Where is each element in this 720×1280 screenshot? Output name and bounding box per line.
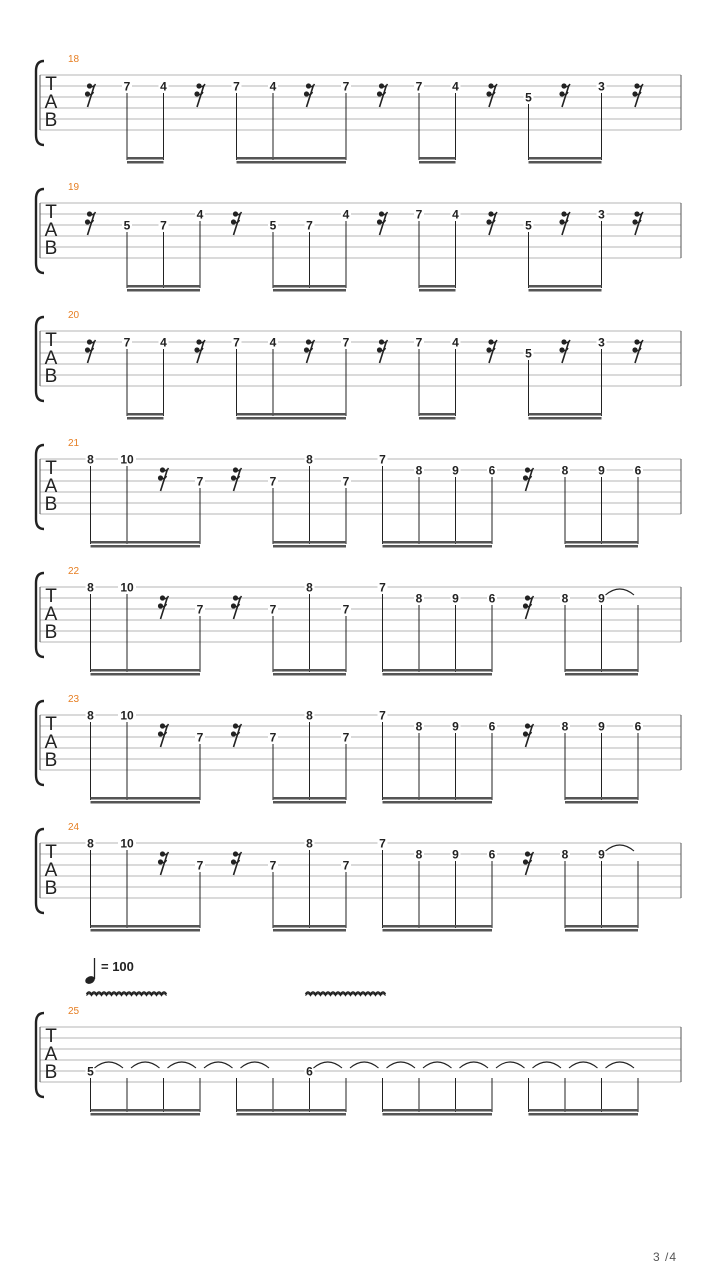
tab-clef-letter: T [45, 842, 57, 863]
beam [529, 285, 602, 288]
beam [529, 157, 602, 160]
fret-number: 9 [598, 847, 605, 862]
sixteenth-rest [304, 339, 315, 363]
tab-system [36, 694, 681, 804]
fret-number: 5 [87, 1064, 94, 1079]
measure-number: 25 [68, 1006, 80, 1017]
tab-clef-letter: T [45, 1026, 57, 1047]
tab-clef-letter: T [45, 458, 57, 479]
tie-arc [606, 845, 635, 851]
fret-number: 4 [452, 207, 459, 222]
beam [273, 801, 346, 804]
beam [383, 801, 493, 804]
sixteenth-rest [158, 851, 169, 875]
tab-clef-letter: T [45, 714, 57, 735]
tie-arc [606, 589, 635, 595]
fret-number: 7 [415, 207, 423, 222]
beam [127, 285, 200, 288]
sixteenth-rest [559, 339, 570, 363]
fret-number: 6 [488, 591, 496, 606]
sixteenth-rest [231, 595, 242, 619]
fret-number: 9 [598, 591, 605, 606]
beam [383, 929, 493, 932]
sixteenth-rest [194, 83, 205, 107]
beam [565, 925, 638, 928]
sixteenth-rest [377, 83, 388, 107]
fret-number: 4 [452, 79, 459, 94]
fret-number: 7 [269, 730, 277, 745]
tempo-text: = 100 [101, 959, 134, 974]
fret-number: 7 [160, 218, 167, 233]
tab-clef-letter: A [44, 860, 58, 881]
tab-clef-letter: B [44, 878, 58, 899]
beam [273, 545, 346, 548]
tab-clef-letter: B [44, 1062, 58, 1083]
beam [383, 669, 493, 672]
sixteenth-rest [377, 339, 388, 363]
fret-number: 7 [196, 474, 204, 489]
tab-clef-letter: T [45, 330, 57, 351]
beam [383, 673, 493, 676]
fret-number: 7 [269, 474, 277, 489]
sixteenth-rest [85, 211, 96, 235]
fret-number: 9 [452, 719, 459, 734]
tie-arc [241, 1062, 270, 1068]
tab-clef-letter: A [44, 604, 58, 625]
page-number: 3 /4 [652, 1250, 677, 1264]
fret-number: 6 [488, 463, 496, 478]
tab-clef-letter: A [44, 92, 58, 113]
beam [565, 673, 638, 676]
fret-number: 4 [342, 207, 350, 222]
beam [237, 157, 347, 160]
fret-number: 7 [379, 452, 386, 467]
beam [529, 417, 602, 420]
beam [91, 673, 201, 676]
sixteenth-rest [632, 211, 643, 235]
tab-system [36, 958, 681, 1116]
beam [237, 1113, 347, 1116]
fret-number: 7 [342, 730, 350, 745]
fret-number: 8 [561, 719, 569, 734]
tie-arc [131, 1062, 160, 1068]
sixteenth-rest [523, 723, 534, 747]
fret-number: 7 [196, 858, 204, 873]
fret-number: 8 [561, 847, 569, 862]
sixteenth-rest [632, 83, 643, 107]
tab-system [36, 182, 681, 292]
sixteenth-rest [523, 467, 534, 491]
sixteenth-rest [632, 339, 643, 363]
fret-number: 8 [561, 463, 569, 478]
measure-number: 20 [68, 310, 80, 321]
beam [91, 801, 201, 804]
beam [237, 161, 347, 164]
beam [529, 1109, 639, 1112]
beam [419, 413, 456, 416]
fret-number: 7 [196, 602, 204, 617]
fret-number: 7 [269, 858, 277, 873]
beam [419, 157, 456, 160]
beam [273, 289, 346, 292]
beam [565, 929, 638, 932]
fret-number: 7 [269, 602, 277, 617]
beam [383, 1113, 493, 1116]
tab-clef-letter: B [44, 750, 58, 771]
sixteenth-rest [231, 467, 242, 491]
fret-number: 5 [525, 346, 532, 361]
sixteenth-rest [158, 467, 169, 491]
beam [237, 1109, 347, 1112]
beam [127, 417, 164, 420]
beam [91, 541, 201, 544]
beam [127, 157, 164, 160]
tab-clef-letter: B [44, 622, 58, 643]
sixteenth-rest [85, 83, 96, 107]
tab-clef-letter: B [44, 494, 58, 515]
fret-number: 7 [233, 79, 240, 94]
tab-system [36, 54, 681, 164]
sixteenth-rest [559, 83, 570, 107]
beam [383, 925, 493, 928]
tab-system [36, 822, 681, 932]
fret-number: 8 [87, 452, 94, 467]
sixteenth-rest [158, 595, 169, 619]
beam [565, 669, 638, 672]
beam [273, 669, 346, 672]
fret-number: 8 [87, 580, 94, 595]
fret-number: 8 [415, 463, 423, 478]
sixteenth-rest [486, 83, 497, 107]
fret-number: 4 [160, 335, 167, 350]
fret-number: 7 [233, 335, 240, 350]
tie-arc [314, 1062, 343, 1068]
fret-number: 7 [379, 580, 386, 595]
beam [91, 669, 201, 672]
fret-number: 4 [160, 79, 167, 94]
fret-number: 8 [306, 452, 313, 467]
beam [565, 541, 638, 544]
beam [273, 929, 346, 932]
tab-clef-letter: A [44, 476, 58, 497]
fret-number: 4 [269, 335, 277, 350]
measure-number: 21 [68, 438, 80, 449]
beam [383, 545, 493, 548]
tie-arc [460, 1062, 489, 1068]
tab-system [36, 566, 681, 676]
beam [529, 289, 602, 292]
fret-number: 7 [342, 474, 350, 489]
fret-number: 6 [634, 719, 642, 734]
fret-number: 8 [415, 719, 423, 734]
fret-number: 7 [342, 79, 350, 94]
fret-number: 7 [342, 335, 350, 350]
fret-number: 4 [452, 335, 459, 350]
measure-number: 18 [68, 54, 80, 65]
beam [383, 1109, 493, 1112]
sixteenth-rest [486, 211, 497, 235]
fret-number: 8 [415, 847, 423, 862]
measure-number: 23 [68, 694, 80, 705]
measure-number: 24 [68, 822, 80, 833]
fret-number: 6 [634, 463, 642, 478]
fret-number: 7 [123, 79, 131, 94]
beam [273, 925, 346, 928]
beam [91, 925, 201, 928]
fret-number: 8 [561, 591, 569, 606]
beam [273, 285, 346, 288]
fret-number: 3 [598, 79, 605, 94]
beam [127, 161, 164, 164]
fret-number: 7 [123, 335, 131, 350]
fret-number: 9 [452, 591, 459, 606]
beam [91, 797, 201, 800]
fret-number: 5 [269, 218, 277, 233]
tab-clef-letter: A [44, 348, 58, 369]
beam [565, 797, 638, 800]
fret-number: 8 [415, 591, 423, 606]
fret-number: 4 [269, 79, 277, 94]
beam [91, 545, 201, 548]
beam [91, 1113, 201, 1116]
fret-number: 5 [123, 218, 131, 233]
tab-clef-letter: B [44, 238, 58, 259]
beam [273, 541, 346, 544]
sixteenth-rest [231, 851, 242, 875]
sixteenth-rest [559, 211, 570, 235]
fret-number: 10 [120, 708, 134, 723]
fret-number: 5 [525, 218, 532, 233]
sixteenth-rest [486, 339, 497, 363]
fret-number: 3 [598, 335, 605, 350]
fret-number: 4 [196, 207, 204, 222]
fret-number: 8 [306, 836, 313, 851]
fret-number: 8 [87, 836, 94, 851]
fret-number: 9 [452, 847, 459, 862]
beam [419, 289, 456, 292]
measure-number: 19 [68, 182, 80, 193]
tab-clef-letter: B [44, 366, 58, 387]
sixteenth-rest [231, 211, 242, 235]
fret-number: 7 [379, 836, 386, 851]
measure-number: 22 [68, 566, 80, 577]
fret-number: 7 [342, 858, 350, 873]
beam [237, 417, 347, 420]
fret-number: 9 [598, 719, 605, 734]
sixteenth-rest [523, 595, 534, 619]
tab-clef-letter: T [45, 74, 57, 95]
tie-arc [496, 1062, 525, 1068]
beam [91, 1109, 201, 1112]
sixteenth-rest [523, 851, 534, 875]
sixteenth-rest [158, 723, 169, 747]
sixteenth-rest [85, 339, 96, 363]
beam [273, 797, 346, 800]
beam [127, 289, 200, 292]
fret-number: 7 [196, 730, 204, 745]
tab-clef-letter: T [45, 586, 57, 607]
tab-clef-letter: B [44, 110, 58, 131]
fret-number: 5 [525, 90, 532, 105]
beam [91, 929, 201, 932]
tab-system [36, 438, 681, 548]
fret-number: 10 [120, 836, 134, 851]
beam [529, 1113, 639, 1116]
fret-number: 6 [488, 847, 496, 862]
beam [565, 801, 638, 804]
tie-arc [533, 1062, 562, 1068]
fret-number: 7 [379, 708, 386, 723]
sixteenth-rest [231, 723, 242, 747]
beam [383, 541, 493, 544]
beam [273, 673, 346, 676]
fret-number: 8 [306, 708, 313, 723]
fret-number: 7 [342, 602, 350, 617]
beam [565, 545, 638, 548]
beam [419, 161, 456, 164]
beam [127, 413, 164, 416]
tie-arc [387, 1062, 416, 1068]
tab-system [36, 310, 681, 420]
tab-clef-letter: A [44, 1044, 58, 1065]
fret-number: 7 [415, 335, 423, 350]
fret-number: 10 [120, 452, 134, 467]
fret-number: 6 [488, 719, 496, 734]
tempo-marking [84, 958, 134, 985]
beam [419, 417, 456, 420]
beam [529, 413, 602, 416]
fret-number: 6 [306, 1064, 313, 1079]
fret-number: 9 [452, 463, 459, 478]
beam [529, 161, 602, 164]
tie-arc [569, 1062, 598, 1068]
tie-arc [95, 1062, 124, 1068]
tie-arc [350, 1062, 379, 1068]
fret-number: 7 [415, 79, 423, 94]
beam [419, 285, 456, 288]
sixteenth-rest [194, 339, 205, 363]
tab-clef-letter: T [45, 202, 57, 223]
beam [237, 413, 347, 416]
tab-clef-letter: A [44, 732, 58, 753]
tie-arc [168, 1062, 197, 1068]
sixteenth-rest [377, 211, 388, 235]
fret-number: 8 [306, 580, 313, 595]
beam [383, 797, 493, 800]
tie-arc [606, 1062, 635, 1068]
fret-number: 9 [598, 463, 605, 478]
tie-arc [204, 1062, 233, 1068]
fret-number: 8 [87, 708, 94, 723]
fret-number: 10 [120, 580, 134, 595]
tie-arc [423, 1062, 452, 1068]
fret-number: 3 [598, 207, 605, 222]
fret-number: 7 [306, 218, 313, 233]
sixteenth-rest [304, 83, 315, 107]
tab-clef-letter: A [44, 220, 58, 241]
